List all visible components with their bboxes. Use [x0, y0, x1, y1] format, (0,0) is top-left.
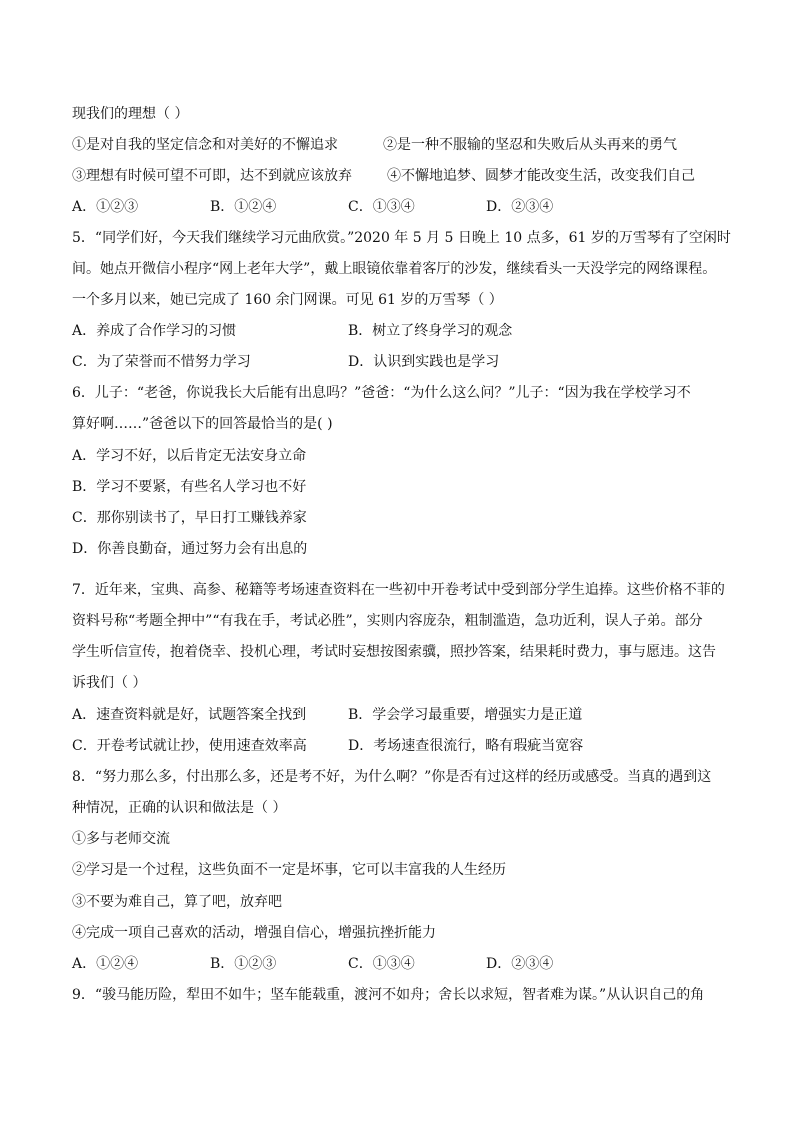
q8-stem-line-2: 种情况，正确的认识和做法是（ ） — [72, 800, 287, 816]
q4-stem-end: 现我们的理想（ ） — [72, 106, 189, 122]
q8-option-d: D．②③④ — [486, 956, 554, 972]
q7-option-c: C．开卷考试就让抄，使用速查效率高 — [72, 738, 307, 754]
q4-option-c: C．①③④ — [348, 199, 415, 215]
q4-option-b: B．①②④ — [210, 199, 277, 215]
q4-statement-2: ②是一种不服输的坚忍和失败后从头再来的勇气 — [383, 137, 677, 153]
q8-option-a: A．①②④ — [72, 956, 139, 972]
q5-stem-line-3: 一个多月以来，她已完成了 160 余门网课。可见 61 岁的万雪琴（ ） — [72, 292, 503, 308]
q4-statement-1: ①是对自我的坚定信念和对美好的不懈追求 — [72, 137, 338, 153]
q6-option-a: A．学习不好，以后肯定无法安身立命 — [72, 448, 307, 464]
q4-statement-4: ④不懈地追梦、圆梦才能改变生活，改变我们自己 — [387, 168, 695, 184]
q7-stem-line-3: 学生听信宣传，抱着侥幸、投机心理，考试时妄想按图索骥，照抄答案，结果耗时费力，事与愿违。这告 — [72, 644, 716, 660]
q9-stem-line-1: 9．“骏马能历险，犁田不如牛；坚车能载重，渡河不如舟；舍长以求短，智者难为谋。”从认识自己的角 — [72, 987, 705, 1003]
q5-stem-line-2: 间。她点开微信小程序“网上老年大学”，戴上眼镜依靠着客厅的沙发，继续看头一天没学完的网络课程。 — [72, 261, 717, 277]
q7-stem-line-1: 7．近年来，宝典、高参、秘籍等考场速查资料在一些初中开卷考试中受到部分学生追捧。这些价格不菲的 — [72, 582, 725, 598]
q5-option-a: A．养成了合作学习的习惯 — [72, 323, 237, 339]
q4-option-d: D．②③④ — [486, 199, 554, 215]
q6-option-d: D．你善良勤奋，通过努力会有出息的 — [72, 541, 308, 557]
q6-option-b: B．学习不要紧，有些名人学习也不好 — [72, 479, 307, 495]
q8-statement-3: ③不要为难自己，算了吧，放弃吧 — [72, 894, 282, 910]
q8-option-c: C．①③④ — [348, 956, 415, 972]
q5-option-c: C．为了荣誉而不惜努力学习 — [72, 354, 251, 370]
q8-stem-line-1: 8．“努力那么多，付出那么多，还是考不好，为什么啊？”你是否有过这样的经历或感受。当真的遇到这 — [72, 769, 712, 785]
q7-option-a: A．速查资料就是好，试题答案全找到 — [72, 707, 307, 723]
q8-statement-2: ②学习是一个过程，这些负面不一定是坏事，它可以丰富我的人生经历 — [72, 862, 506, 878]
q7-option-b: B．学会学习最重要，增强实力是正道 — [348, 707, 583, 723]
q6-option-c: C．那你别读书了，早日打工赚钱养家 — [72, 510, 307, 526]
q6-stem-line-1: 6．儿子：“老爸，你说我长大后能有出息吗？”爸爸：“为什么这么问？”儿子：“因为我在学校学习不 — [72, 385, 691, 401]
q7-option-d: D．考场速查很流行，略有瑕疵当宽容 — [348, 738, 584, 754]
q7-stem-line-2: 资料号称“考题全押中”“有我在手，考试必胜”，实则内容庞杂，粗制滥造，急功近利，误人子弟。部分 — [72, 613, 703, 629]
q4-statement-3: ③理想有时候可望不可即，达不到就应该放弃 — [72, 168, 352, 184]
q5-option-b: B．树立了终身学习的观念 — [348, 323, 513, 339]
q5-option-d: D．认识到实践也是学习 — [348, 354, 500, 370]
q8-statement-4: ④完成一项自己喜欢的活动，增强自信心，增强抗挫折能力 — [72, 925, 436, 941]
q6-stem-line-2: 算好啊……”爸爸以下的回答最恰当的是( ) — [72, 416, 333, 432]
q4-option-a: A．①②③ — [72, 199, 139, 215]
q8-statement-1: ①多与老师交流 — [72, 831, 170, 847]
q7-stem-line-4: 诉我们（ ） — [72, 675, 147, 691]
q8-option-b: B．①②③ — [210, 956, 277, 972]
q5-stem-line-1: 5．“同学们好，今天我们继续学习元曲欣赏。”2020 年 5 月 5 日晚上 10 点多，61 岁的万雪琴有了空闲时 — [72, 230, 731, 246]
